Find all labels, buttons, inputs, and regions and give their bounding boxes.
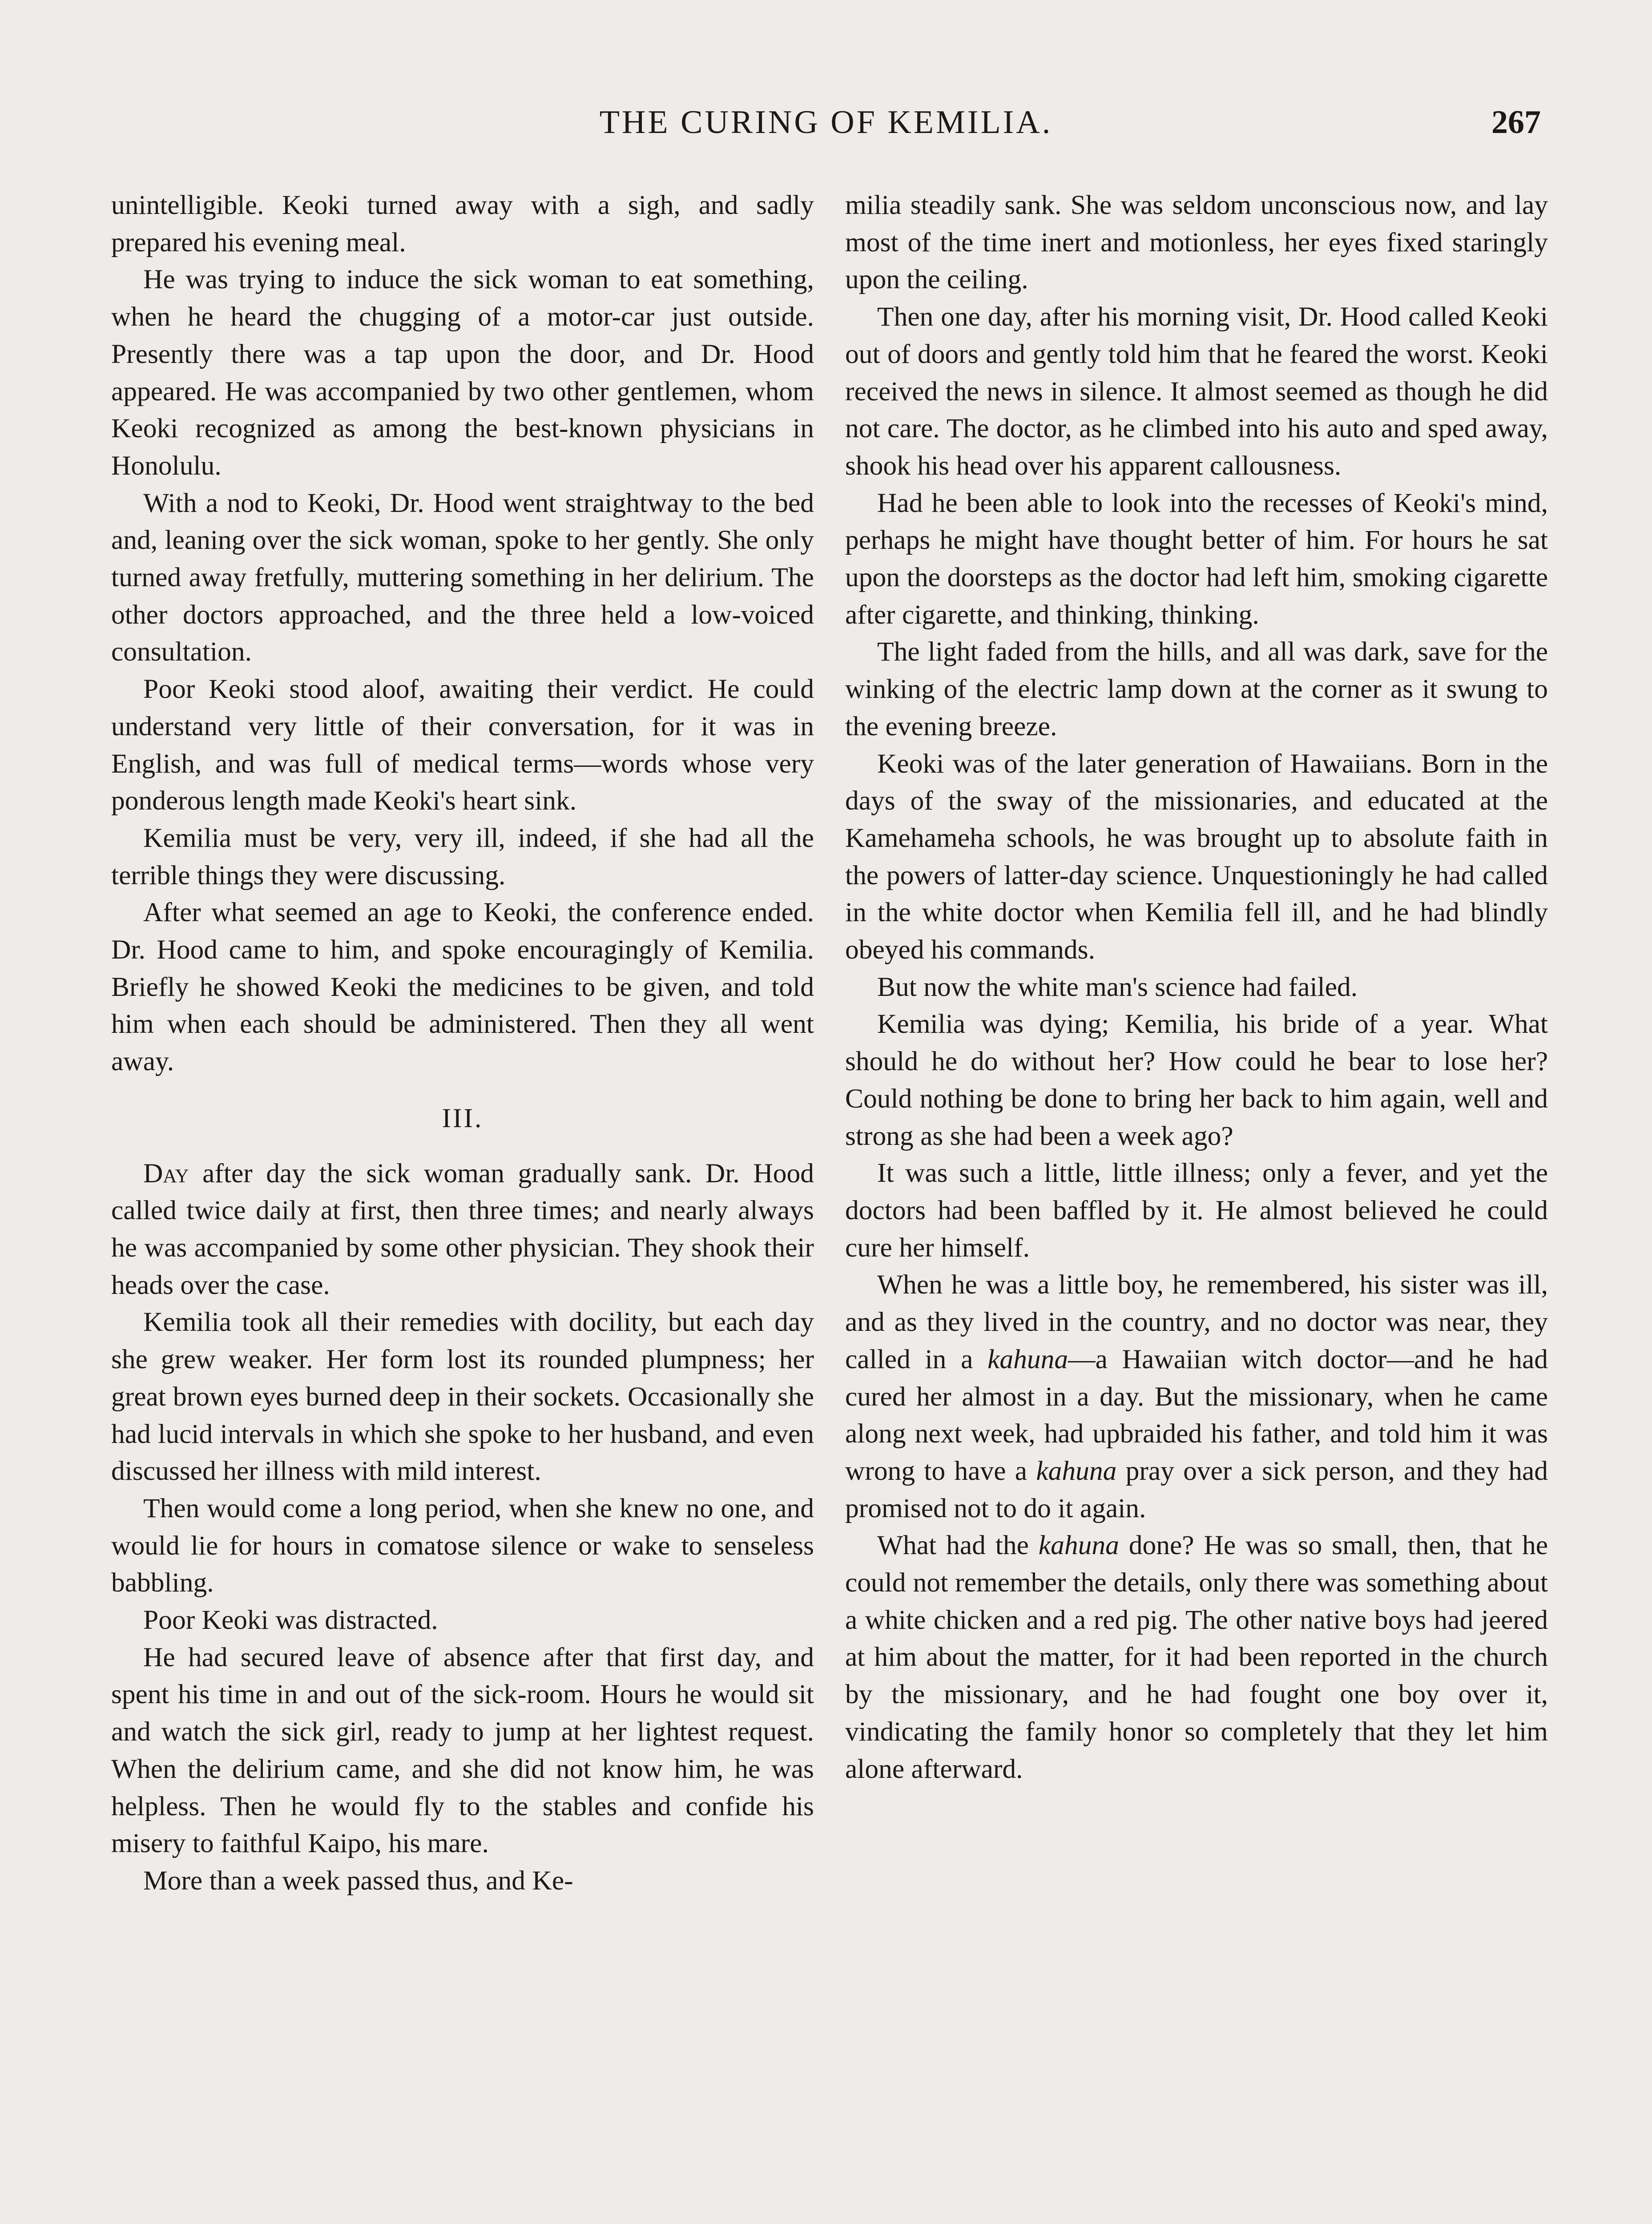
paragraph: Keoki was of the later generation of Hawaiians. Born in the days of the sway of the missionaries, and educated at the Kamehameha schools, he was brought up to absolute faith in the powers of latter-day science. Unquestioningly he had called in the white doctor when Kemilia fell ill, and he had blindly obeyed his commands. bbox=[845, 748, 1548, 965]
paragraph-text: after day the sick woman gradually sank. Dr. Hood called twice daily at first, then three times; and nearly always he was accompanied by some other physician. They shook their heads over the case. bbox=[111, 1158, 814, 1300]
paragraph: unintelligible. Keoki turned away with a sigh, and sadly prepared his evening meal. bbox=[111, 190, 814, 258]
final-paragraph bbox=[845, 1527, 1548, 1788]
paragraph: milia steadily sank. She was seldom unconscious now, and lay most of the time inert and motionless, her eyes fixed staringly upon the ceiling. bbox=[845, 190, 1548, 295]
paragraph: Kemilia was dying; Kemilia, his bride of a year. What should he do without her? How could he bear to lose her? Could nothing be done to bring her back to him again, well and strong as she had been a week ago? bbox=[845, 1009, 1548, 1151]
paragraph-text: When he was a little boy, he remembered, his sister was ill, and as they lived in the country, and no doctor was near, they called in a bbox=[845, 1269, 1548, 1374]
paragraph-text: What had the bbox=[877, 1530, 1039, 1561]
page-header bbox=[111, 89, 1541, 156]
paragraph-text: pray over a sick person, and they had promised not to do it again. bbox=[845, 1455, 1548, 1523]
right-column bbox=[845, 187, 1548, 2224]
section-opening-paragraph bbox=[111, 1155, 814, 1304]
paragraph: It was such a little, little illness; only a fever, and yet the doctors had been baffled by it. He almost believed he could cure her himself. bbox=[845, 1158, 1548, 1263]
paragraph: He had secured leave of absence after that first day, and spent his time in and out of the sick-room. Hours he would sit and watch the sick girl, ready to jump at her lightest request. When the delirium came, and she did not know him, he was helpless. Then he would fly to the stables and confide his misery to faithful Kaipo, his mare. bbox=[111, 1642, 814, 1859]
lead-word: Day bbox=[143, 1158, 189, 1189]
paragraph-text: done? He was so small, then, that he could not remember the details, only there was something about a white chicken and a red pig. The other native boys had jeered at him about the matter, for it had been reported in the church by the missionary, and he had fought one boy over it, vindicating the family honor so completely that they let him alone afterward. bbox=[845, 1530, 1548, 1784]
paragraph: But now the white man's science had failed. bbox=[877, 971, 1358, 1002]
paragraph: Kemilia took all their remedies with docility, but each day she grew weaker. Her form lost its rounded plumpness; her great brown eyes burned deep in their sockets. Occasionally she had lucid intervals in which she spoke to her husband, and even discussed her illness with mild interest. bbox=[111, 1307, 814, 1487]
kahuna-paragraph bbox=[845, 1266, 1548, 1527]
paragraph: After what seemed an age to Keoki, the conference ended. Dr. Hood came to him, and spoke encouragingly of Kemilia. Briefly he showed Keoki the medicines to be given, and told him when each should be administered. Then they all went away. bbox=[111, 897, 814, 1077]
left-column bbox=[111, 187, 814, 2224]
paragraph: He was trying to induce the sick woman to eat something, when he heard the chugging of a motor-car just outside. Presently there was a tap upon the door, and Dr. Hood appeared. He was accompanied by two other gentlemen, whom Keoki recognized as among the best-known physicians in Honolulu. bbox=[111, 264, 814, 481]
italic-word: kahuna bbox=[1036, 1455, 1117, 1486]
paragraph: More than a week passed thus, and Ke- bbox=[143, 1865, 573, 1896]
italic-word: kahuna bbox=[1038, 1530, 1119, 1561]
paragraph-text: —a Hawaiian witch doctor—and he had cured her almost in a day. But the missionary, when he came along next week, had upbraided his father, and told him it was wrong to have a bbox=[845, 1344, 1548, 1486]
paragraph: Poor Keoki was distracted. bbox=[143, 1605, 438, 1636]
section-heading: III. bbox=[442, 1103, 484, 1133]
paragraph: Then would come a long period, when she knew no one, and would lie for hours in comatose silence or wake to senseless babbling. bbox=[111, 1493, 814, 1598]
paragraph: With a nod to Keoki, Dr. Hood went straightway to the bed and, leaning over the sick woman, spoke to her gently. She only turned away fretfully, muttering something in her delirium. The other doctors approached, and the three held a low-voiced consultation. bbox=[111, 488, 814, 667]
paragraph: The light faded from the hills, and all was dark, save for the winking of the electric lamp down at the corner as it swung to the evening breeze. bbox=[845, 637, 1548, 741]
paragraph: Had he been able to look into the recesses of Keoki's mind, perhaps he might have thought better of him. For hours he sat upon the doorsteps as the doctor had left him, smoking cigarette after cigarette, and thinking, thinking. bbox=[845, 488, 1548, 630]
paragraph: Kemilia must be very, very ill, indeed, if she had all the terrible things they were discussing. bbox=[111, 822, 814, 890]
running-title: THE CURING OF KEMILIA. bbox=[599, 104, 1053, 141]
page-number: 267 bbox=[1491, 104, 1541, 141]
paragraph: Then one day, after his morning visit, Dr. Hood called Keoki out of doors and gently told him that he feared the worst. Keoki received the news in silence. It almost seemed as though he did not care. The doctor, as he climbed into his auto and sped away, shook his head over his apparent callousness. bbox=[845, 302, 1548, 481]
italic-word: kahuna bbox=[987, 1344, 1068, 1374]
paragraph: Poor Keoki stood aloof, awaiting their verdict. He could understand very little of their conversation, for it was in English, and was full of medical terms—words whose very ponderous length made Keoki's heart sink. bbox=[111, 674, 814, 816]
